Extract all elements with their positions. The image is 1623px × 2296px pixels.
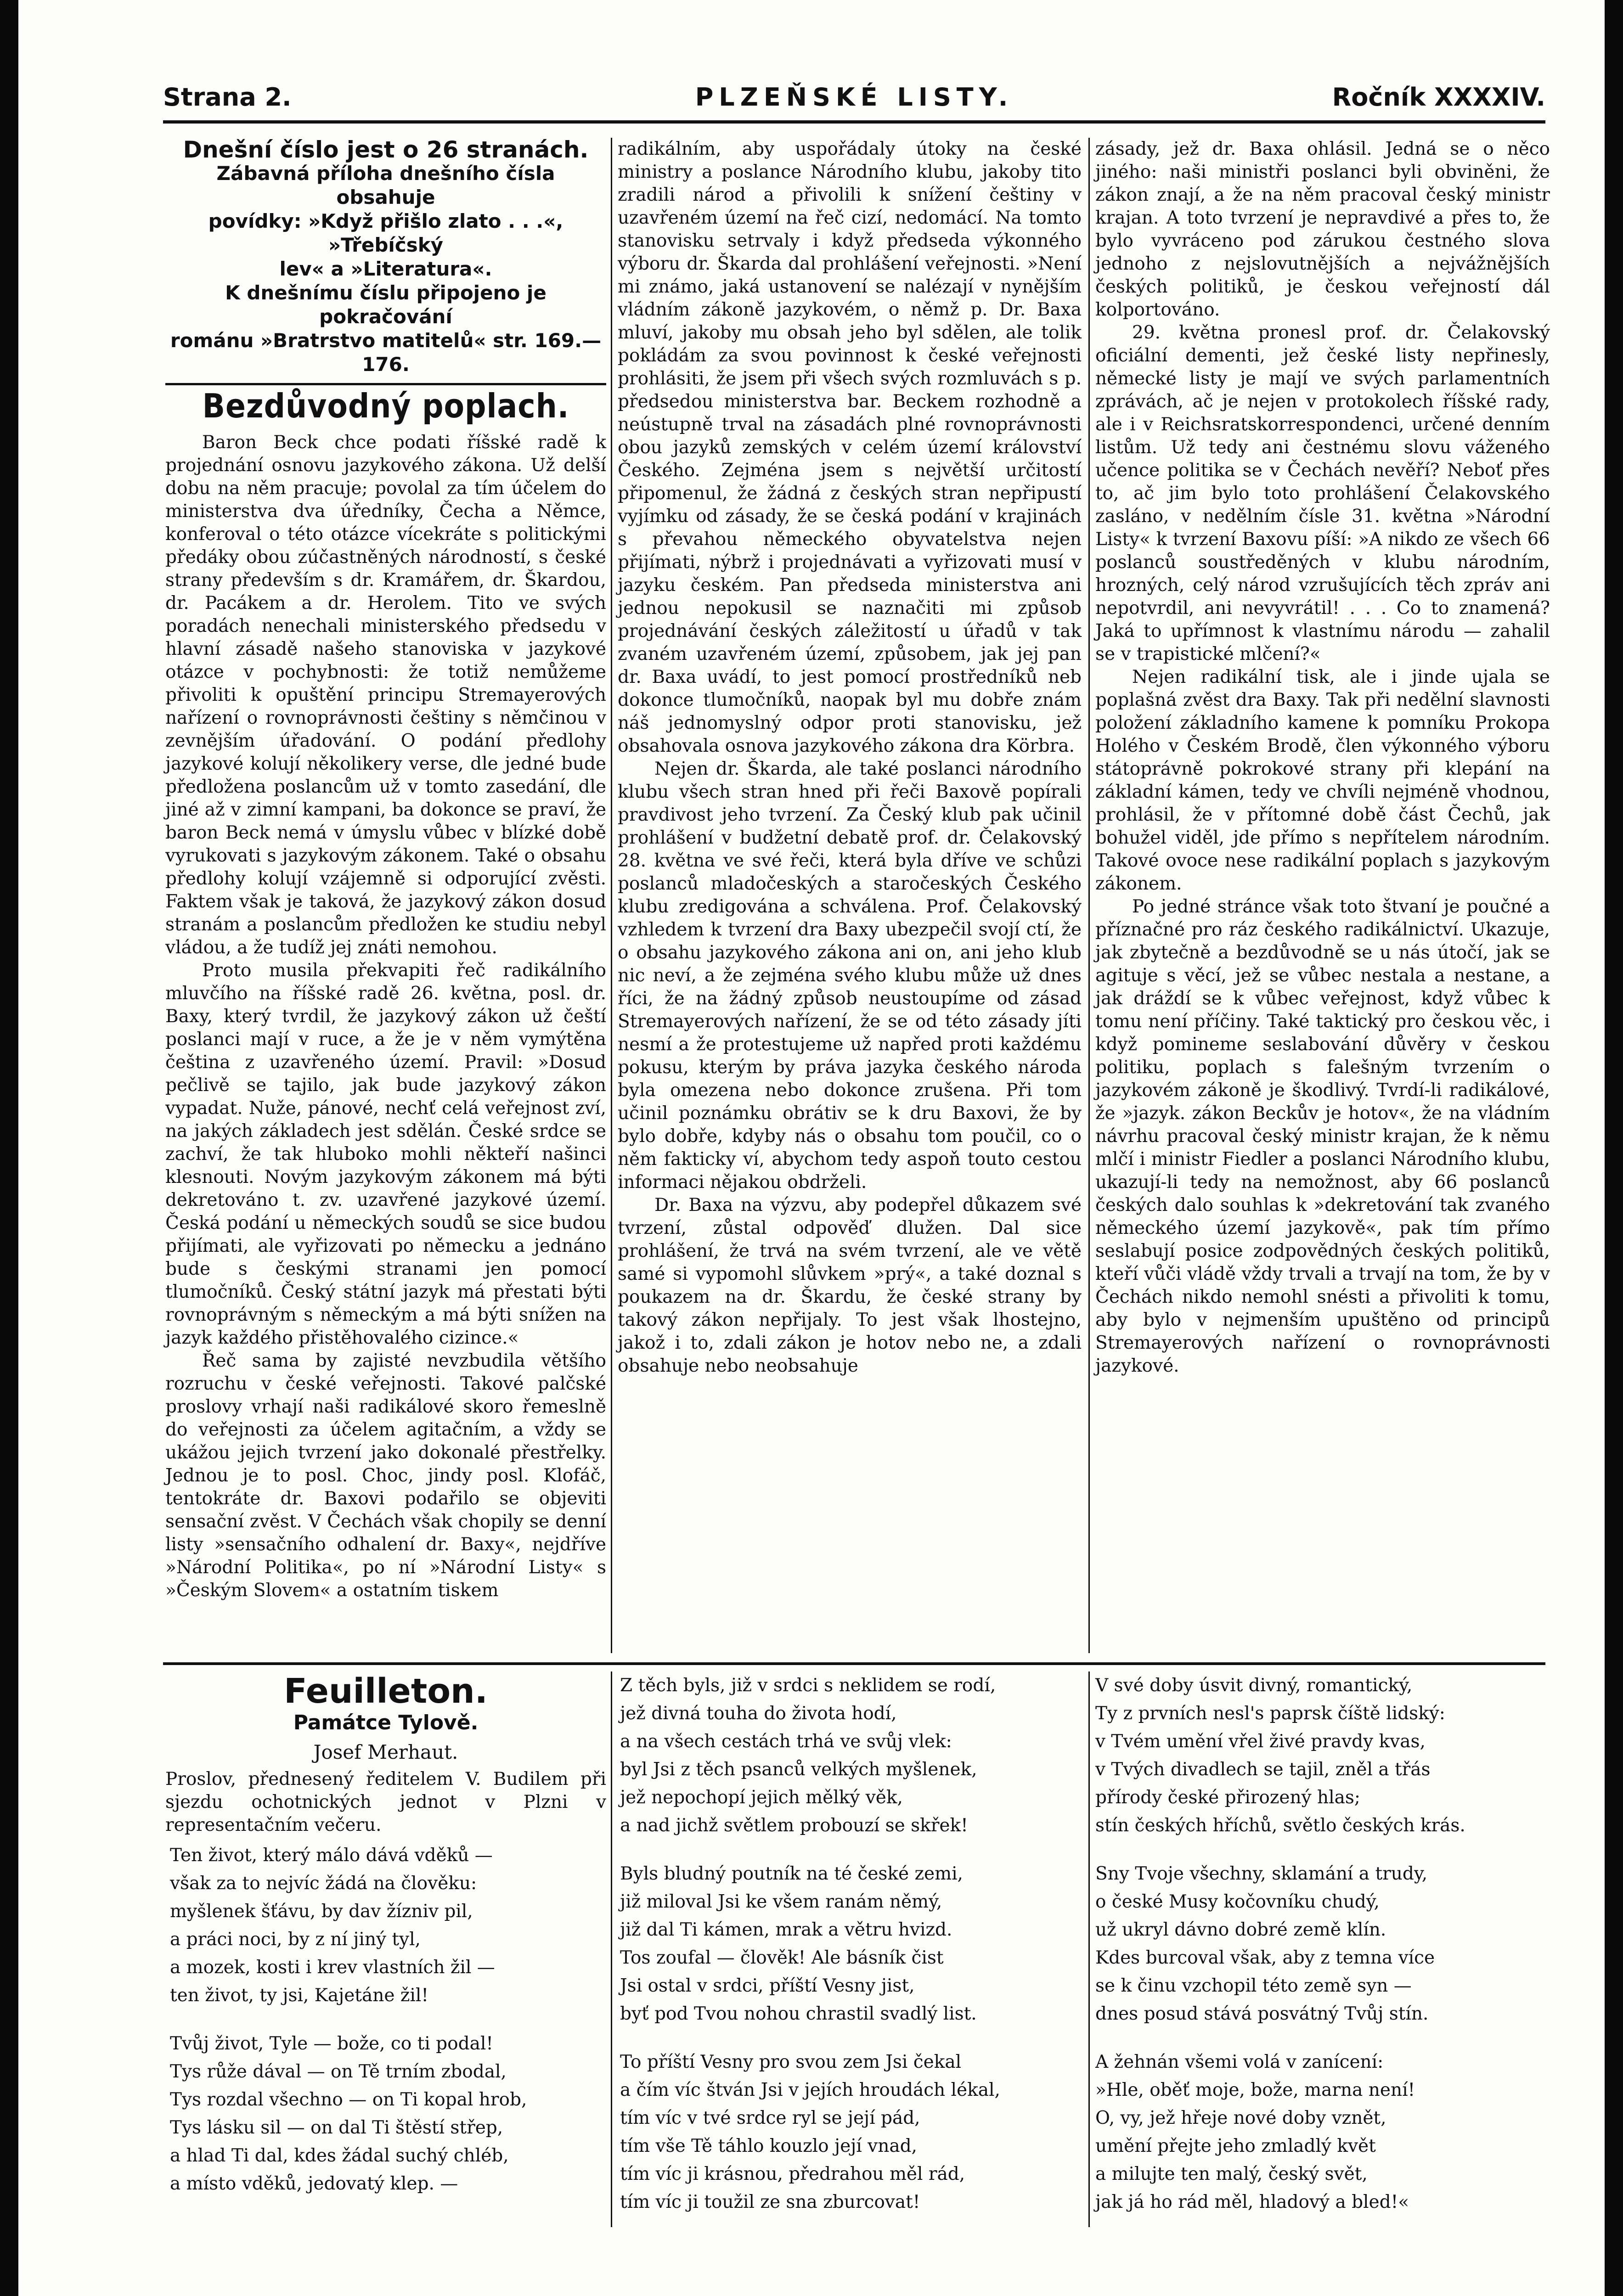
column-2: [618, 138, 1082, 1378]
article-paragraph: Řeč sama by zajisté nevzbudila většího rozruchu v české veřejnosti. Takové palčské proslovy vrhají naši radikálové skoro řemeslně do veřejnosti za účelem agitačním, a vždy se ukážou jejich tvrzení jako dokonalé přestřelky. Jednou je to posl. Choc, jindy posl. Klofáč, tentokráte dr. Baxovi podařilo se objeviti sensační zvěst. V Čechách však chopily se denní listy »sensačního odhalení dr. Baxy«, nejdříve »Národní Politika«, po ní »Národní Listy« s »Českým Slovem« a ostatním tiskem: [165, 1351, 606, 1601]
poem-line: se k činu vzchopil této země syn —: [1095, 1975, 1412, 1996]
poem-line: V své doby úsvit divný, romantický,: [1095, 1675, 1413, 1696]
poem-line: přírody české přirozený hlas;: [1095, 1787, 1361, 1808]
poem-line: o české Musy kočovníku chudý,: [1095, 1891, 1380, 1912]
notice-stories: povídky: »Když přišlo zlato . . .«, »Třebíčský: [208, 210, 564, 256]
poem-stanza: [1095, 1671, 1465, 1840]
poem-line: Jsi ostal v srdci, příští Vesny jist,: [620, 1975, 915, 1996]
article-paragraph: Nejen dr. Škarda, ale také poslanci národního klubu všech stran hned při řeči Baxově popírali pravdivost jeho tvrzení. Za Český klub pak učinil prohlášení v budžetní debatě prof. dr. Čelakovský 28. května ve své řeči, která byla dříve ve schůzi poslanců mladočeských a staročeských Českého klubu zredigována a schválena. Prof. Čelakovský vzhledem k tvrzení dra Baxy ubezpečil svojí ctí, že o obsahu jazykového zákona ani on, ani jeho klub nic neví, a že zejména svého klubu může už dnes říci, že na žádný způsob neustoupíme od zásad Stremayerových nařízení, že se od této zásady jíti nesmí a že protestujeme už napřed proti každému pokusu, kterým by práva jazyka českého národa byla omezena nebo dokonce zrušena. Při tom učinil poznámku obrátiv se k dru Baxovi, že by bylo dobře, kdyby nás o obsahu tom poučil, co o něm fakticky ví, abychom tedy aspoň touto cestou informaci nějakou obdrželi.: [618, 759, 1082, 1193]
poem-line: jež nepochopí jejich mělký věk,: [620, 1787, 903, 1808]
column-1: [165, 138, 606, 1602]
poem-line: To příští Vesny pro svou zem Jsi čekal: [620, 2052, 962, 2072]
notice-supplement: Zábavná příloha dnešního čísla obsahuje: [216, 162, 555, 208]
poem-line: byť pod Tvou nohou chrastil svadlý list.: [620, 2003, 977, 2024]
volume-number: Ročník XXXXIV.: [1332, 83, 1545, 112]
newspaper-title: PLZEŇSKÉ LISTY.: [695, 83, 1014, 112]
poem-line: ten život, ty jsi, Kajetáne žil!: [170, 1985, 428, 2006]
column-3: [1095, 138, 1550, 1378]
poem-stanza: [1095, 2048, 1465, 2216]
article-paragraph: radikálním, aby uspořádaly útoky na české ministry a poslance Národního klubu, jakoby tito zradili národ a přivolili k snížení češtiny v uzavřeném území na řeč cizí, nedomácí. Na tomto stanovisku setrvaly i když předseda výkonného výboru dr. Škarda dal prohlášení veřejnosti. »Není mi známo, jaká ustanovení se nalézají v nynějším vládním zákoně jazykovém, o němž p. Dr. Baxa mluví, jakoby mu obsah jeho byl sdělen, ale tolik pokládám za svou povinnost k české veřejnosti prohlásiti, že jsem při všech svých rozmluvách s p. předsedou ministerstva bar. Beckem rozhodně a neústupně trval na zásadách plné rovnoprávnosti obou jazyků zemských v celém území království Českého. Zejména jsem s největší určitostí připomenul, že žádná z českých stran nepřipustí vyjímku od zásady, že se česká podání v krajinách s převahou německého obyvatelstva nejen přijímati, nýbrž i projednávati a vyřizovati musí v jazyku českém. Pan předseda ministerstva ani jednou nepokusil se naznačiti mi způsob projednávání českých záležitostí u úřadů v tak zvaném uzavřeném území, způsobem, jak jej pan dr. Baxa uvádí, to jest pomocí prostředníků neb dokonce tlumočníků, naopak byl mu dobře znám náš jednomyslný odpor proti stanovisku, jež obsahovala osnova jazykového zákona dra Körbra.: [618, 139, 1082, 756]
notice-novel-pages: románu »Bratrstvo matitelů« str. 169.—176.: [170, 329, 602, 376]
article-paragraph: 29. května pronesl prof. dr. Čelakovský oficiální dementi, jež české listy nepřinesly, německé listy je mají ve svých parlamentních zprávách, ač je nejen v protokolech říšské rady, ale i v Reichsratskorrespondenci, určené denním listům. Už tedy ani čestnému slovu váženého učence politika se v Čechách nevěří? Neboť přes to, ač jim bylo toto prohlášení Čelakovského zasláno, v nedělním čísle 31. května »Národní Listy« k tvrzení Baxovu píší: »A nikdo ze všech 66 poslanců soustředěných v klubu národním, hrozných, celý národ vzrušujících těch zpráv ani nepotvrdil, ani nevyvrátil! . . . Co to znamená? Jaká to upřímnost k vlastnímu národu — zahalil se v trapistické mlčení?«: [1095, 322, 1550, 664]
poem-line: tím víc ji krásnou, předrahou měl rád,: [620, 2164, 965, 2184]
poem-line: jež divná touha do života hodí,: [620, 1703, 897, 1724]
poem-line: a mozek, kosti i krev vlastních žil —: [170, 1957, 495, 1978]
header-rule: [163, 120, 1545, 124]
poem-line: Tys rozdal všechno — on Ti kopal hrob,: [170, 2089, 527, 2110]
poem-stanza: [1095, 1860, 1465, 2028]
poem-line: »Hle, oběť moje, bože, marna není!: [1095, 2080, 1415, 2100]
poem-stanza: [620, 1860, 1000, 2028]
poem-column-1: [170, 1841, 527, 2218]
poem-line: už ukryl dávno dobré země klín.: [1095, 1919, 1386, 1940]
poem-stanza: [170, 2030, 527, 2198]
poem-line: jak já ho rád měl, hladový a bled!«: [1095, 2192, 1409, 2212]
poem-line: O, vy, jež hřeje nové doby vznět,: [1095, 2108, 1386, 2128]
article-paragraph: Nejen radikální tisk, ale i jinde ujala se poplašná zvěst dra Baxy. Tak při nedělní slavnosti položení základního kamene k pomníku Prokopa Holého v Českém Brodě, člen výkonného výboru státoprávně pokrokové strany při klepání na základní kámen, tedy ve chvíli nejméně vhodnou, prohlásil, že v přítomné době část Čechů, jak bohužel viděl, jde přímo s nepřítelem národním. Takové ovoce nese radikální poplach s jazykovým zákonem.: [1095, 667, 1550, 894]
poem-stanza: [170, 1841, 527, 2009]
poem-line: již dal Ti kámen, mrak a větru hvizd.: [620, 1919, 952, 1940]
column-rule: [1088, 1671, 1090, 2227]
scan-border-right: [1605, 0, 1623, 2296]
article-paragraph: Dr. Baxa na výzvu, aby podepřel důkazem své tvrzení, zůstal odpověď dlužen. Dal sice prohlášení, že trvá na svém tvrzení, ale ve větě samé si vypomohl slůvkem »prý«, a také doznal s poukazem na dr. Škardu, že české strany by takový zákon nepřijaly. To jest však lhostejno, jakož i to, zdali zákon je hotov nebo ne, a zdali obsahuje nebo neobsahuje: [618, 1195, 1082, 1376]
poem-stanza: [620, 1671, 1000, 1840]
poem-line: myšlenek šťávu, by dav žízniv pil,: [170, 1901, 473, 1922]
poem-line: a hlad Ti dal, kdes žádal suchý chléb,: [170, 2145, 509, 2166]
poem-column-2: [620, 1671, 1000, 2236]
poem-line: však za to nejvíc žádá na člověku:: [170, 1873, 477, 1894]
notice-novel: K dnešnímu číslu připojeno je pokračování: [225, 281, 547, 328]
poem-line: a nad jichž světlem probouzí se skřek!: [620, 1815, 968, 1836]
poem-line: Tvůj život, Tyle — bože, co ti podal!: [170, 2033, 493, 2054]
notice-rule: [165, 383, 606, 385]
poem-line: Kdes burcoval však, aby z temna více: [1095, 1947, 1435, 1968]
poem-line: Ty z prvních nesl's paprsk číště lidský:: [1095, 1703, 1445, 1724]
poem-line: v Tvém umění vřel živé pravdy kvas,: [1095, 1731, 1426, 1752]
poem-line: Sny Tvoje všechny, sklamání a trudy,: [1095, 1863, 1428, 1884]
article-paragraph: Baron Beck chce podati říšské radě k projednání osnovu jazykového zákona. Už delší dobu na něm pracuje; povolal za tím účelem do ministerstva dva úředníky, Čecha a Němce, konferoval o této otázce vícekráte s politickými předáky obou zúčastněných národností, s české strany především s dr. Kramářem, dr. Škardou, dr. Pacákem a dr. Herolem. Tito ve svých poradách nenechali ministerského předsedu v hlavní zásadě našeho stanoviska v jazykové otázce v pochybnosti: že totiž nemůžeme přivoliti k opuštění principu Stremayerových nařízení o rovnoprávnosti češtiny s němčinou v zevnějším úřadování. O podání předlohy jazykové kolují několikery verse, dle jedné bude předložena poslancům už v tomto zasedání, dle jiné až v zimní kampani, ba dokonce se praví, že baron Beck nemá v úmyslu vůbec v blízké době vyrukovati s jazykovým zákonem. Také o obsahu předlohy kolují vzájemně si odporující zvěsti. Faktem však je taková, že jazykový zákon dosud stranám a poslancům předložen ke studiu nebyl vládou, a že tudíž jej znáti nemohou.: [165, 432, 606, 958]
poem-line: tím víc ji toužil ze sna zburcovat!: [620, 2192, 920, 2212]
poem-line: a milujte ten malý, český svět,: [1095, 2164, 1368, 2184]
poem-line: a práci noci, by z ní jiný tyl,: [170, 1929, 421, 1950]
poem-line: Tys růže dával — on Tě trním zbodal,: [170, 2061, 507, 2082]
article-paragraph: Proto musila překvapiti řeč radikálního mluvčího na říšské radě 26. května, posl. dr. Baxy, který tvrdil, že jazykový zákon už čeští poslanci mají v ruce, a že je v něm vymýtěna čeština z uzavřeného území. Pravil: »Dosud pečlivě se tajilo, jak bude jazykový zákon vypadat. Nuže, pánové, nechť celá veřejnost zví, na jakých základech jest sdělán. České srdce se zachví, že tak hluboko mohli někteří našinci klesnouti. Novým jazykovým zákonem má býti dekretováno t. zv. uzavřené jazykové území. Česká podání u německých soudů se sice budou přijímati, ale vyřizovati po německu a jednáno bude s českými stranami jen pomocí tlumočníků. Český státní jazyk má přestati býti rovnoprávným s německým a má býti snížen na jazyk každého přistěhovalého cizince.«: [165, 960, 606, 1348]
poem-line: tím vše Tě táhlo kouzlo její vnad,: [620, 2136, 917, 2156]
poem-line: Z těch byls, již v srdci s neklidem se rodí,: [620, 1675, 996, 1696]
scan-border-left: [0, 0, 18, 2296]
feuilleton-title: Feuilleton.: [284, 1671, 488, 1711]
page-header: [163, 83, 1545, 119]
poem-line: tím víc v tvé srdce ryl se její pád,: [620, 2108, 920, 2128]
feuilleton-rule: [163, 1662, 1545, 1665]
column-rule: [1088, 138, 1090, 1653]
poem-line: již miloval Jsi ke všem ranám němý,: [620, 1891, 942, 1912]
poem-line: a čím víc štván Jsi v jejích hroudách lékal,: [620, 2080, 1000, 2100]
poem-line: umění přejte jeho zmladlý květ: [1095, 2136, 1376, 2156]
poem-line: byl Jsi z těch psanců velkých myšlenek,: [620, 1759, 977, 1780]
poem-line: dnes posud stává posvátný Tvůj stín.: [1095, 2003, 1429, 2024]
poem-line: Byls bludný poutník na té české zemi,: [620, 1863, 963, 1884]
poem-line: Tys lásku sil — on dal Ti štěstí střep,: [170, 2117, 503, 2138]
feuilleton-author: Josef Merhaut.: [313, 1741, 458, 1763]
notice-pages: Dnešní číslo jest o 26 stranách.: [183, 136, 589, 163]
column-rule: [611, 1671, 612, 2227]
page-number: Strana 2.: [163, 83, 292, 112]
article-title: Bezdůvodný poplach.: [202, 387, 569, 425]
article-paragraph: Po jedné stránce však toto štvaní je poučné a příznačné pro ráz českého radikálnictví. Ukazuje, jak zbytečně a bezdůvodně se u nás útočí, jak se agituje s věcí, jež se vůbec nestala a nestane, a jak dráždí se k vůbec veřejnost, když vůbec k tomu není příčiny. Také taktický pro českou věc, i když pomineme seslabování důvěry v českou politiku, poplach s falešným tvrzením o jazykovém zákoně je škodlivý. Tvrdí-li radikálové, že »jazyk. zákon Beckův je hotov«, že na vládním návrhu pracoval český ministr krajan, že k němu mlčí i ministr Fiedler a poslanci Národního klubu, ukazují-li tedy na nemožnost, aby 66 poslanců českých dalo souhlas k »dekretování tak zvaného německého území jazykově«, pak tím přímo seslabují posice zodpovědných českých politiků, kteří vůči vládě vždy trvali a trvají na tom, že by v Čechách nikdo nemohl snésti a přivoliti k tomu, aby bylo v nejmenším upuštěno od principů Stremayerových nařízení o rovnoprávnosti jazykové.: [1095, 896, 1550, 1376]
poem-line: a na všech cestách trhá ve svůj vlek:: [620, 1731, 952, 1752]
poem-line: Tos zoufal — člověk! Ale básník čist: [620, 1947, 944, 1968]
poem-column-3: [1095, 1671, 1465, 2236]
issue-notice: [165, 138, 606, 377]
poem-line: stín českých hříchů, světlo českých krás.: [1095, 1815, 1465, 1836]
feuilleton-header: [165, 1671, 606, 1837]
poem-line: a místo vděků, jedovatý klep. —: [170, 2173, 458, 2194]
poem-line: A žehnán všemi volá v zanícení:: [1095, 2052, 1384, 2072]
poem-stanza: [620, 2048, 1000, 2216]
feuilleton-subtitle: Památce Tylově.: [293, 1711, 479, 1734]
article-paragraph: zásady, jež dr. Baxa ohlásil. Jedná se o něco jiného: naši ministři poslanci byli obviněni, že zákon znají, a že na něm pracoval český ministr krajan. A toto tvrzení je nepravdivé a přes to, že bylo vyvráceno pod zárukou čestného slova jednoho z nejslovutnějších a nejvážnějších českých politiků, je českou veřejností dál kolportováno.: [1095, 139, 1550, 320]
notice-stories-cont: lev« a »Literatura«.: [279, 258, 492, 280]
poem-line: v Tvých divadlech se tajil, zněl a třás: [1095, 1759, 1431, 1780]
feuilleton-intro: Proslov, přednesený ředitelem V. Budilem při sjezdu ochotnických jednot v Plzni v representačním večeru.: [165, 1769, 606, 1835]
poem-line: Ten život, který málo dává vděků —: [170, 1845, 493, 1866]
column-rule: [611, 138, 612, 1653]
